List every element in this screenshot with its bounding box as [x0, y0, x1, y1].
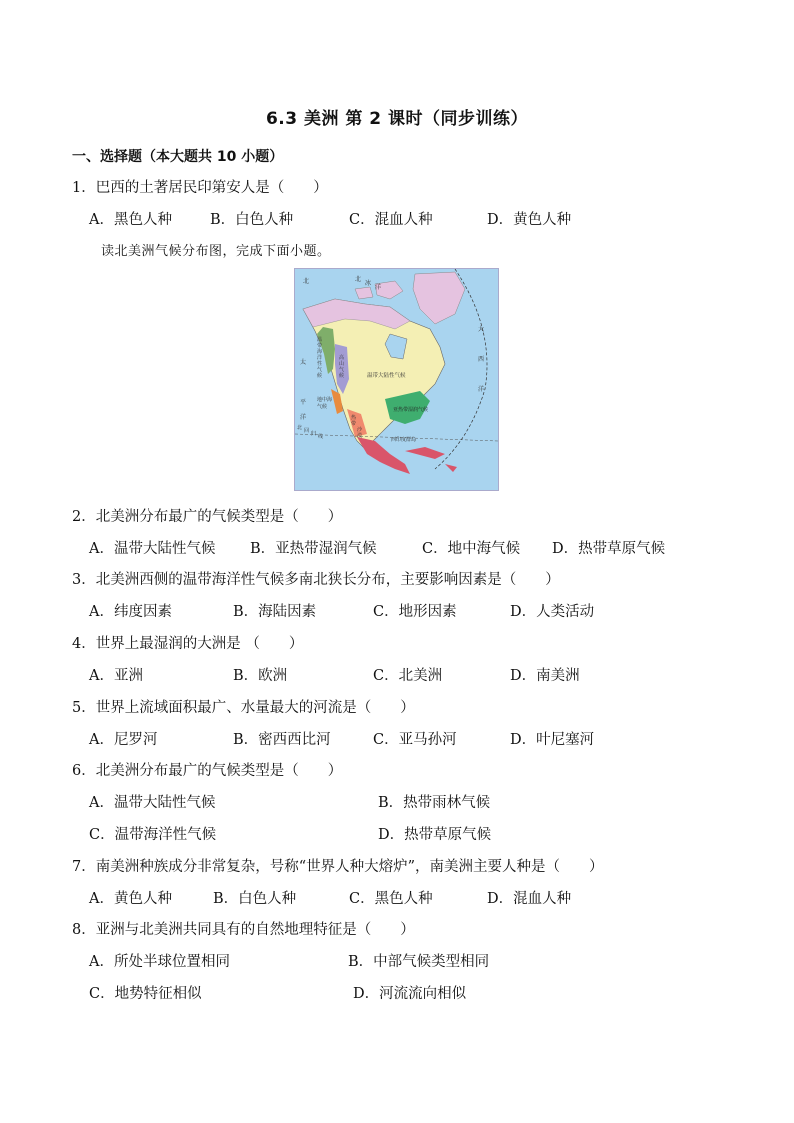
question-4-stem: 4．世界上最湿润的大洲是 （ ）	[72, 636, 304, 652]
map-label-tropic-1: 北	[297, 425, 303, 431]
map-label-tropic-3: 归	[311, 431, 317, 437]
map-label-arctic-3: 洋	[375, 284, 382, 291]
question-6-stem: 6．北美洲分布最广的气候类型是（ ）	[72, 763, 343, 779]
map-label-pacific-1: 太	[300, 359, 307, 366]
map-label-pacific-2: 平	[300, 399, 307, 406]
question-6-option-d[interactable]: D．热带草原气候	[378, 827, 492, 843]
question-5-option-b[interactable]: B．密西西比河	[233, 732, 331, 748]
map-label-mediterranean-2: 气候	[317, 404, 328, 410]
question-5-option-d[interactable]: D．叶尼塞河	[510, 732, 595, 748]
question-7-option-b[interactable]: B．白色人种	[213, 891, 297, 907]
question-2-option-d[interactable]: D．热带草原气候	[552, 541, 666, 557]
question-2-option-c[interactable]: C．地中海气候	[422, 541, 521, 557]
question-7-option-a[interactable]: A．黄色人种	[89, 891, 172, 907]
map-label-atlantic-3: 洋	[478, 386, 485, 393]
map-label-mediterranean-1: 地中海	[317, 397, 333, 403]
map-label-marine-7: 候	[317, 373, 323, 379]
question-4-option-d[interactable]: D．南美洲	[510, 668, 580, 684]
question-7-option-c[interactable]: C．黑色人种	[349, 891, 433, 907]
question-1-option-a[interactable]: A．黑色人种	[89, 212, 172, 228]
question-1-option-d[interactable]: D．黄色人种	[487, 212, 572, 228]
question-6-option-a[interactable]: A．温带大陆性气候	[89, 795, 216, 811]
map-label-desert-3: 沙	[357, 427, 363, 433]
map-label-marine-3: 海	[317, 349, 323, 355]
question-1-option-c[interactable]: C．混血人种	[349, 212, 433, 228]
question-3-option-b[interactable]: B．海陆因素	[233, 604, 317, 620]
map-label-temperate-continental: 温带大陆性气候	[367, 373, 406, 379]
question-8-stem: 8．亚洲与北美洲共同具有的自然地理特征是（ ）	[72, 922, 415, 938]
question-8-option-a[interactable]: A．所处半球位置相同	[89, 954, 230, 970]
map-label-tropic-4: 线	[318, 434, 324, 440]
question-6-option-c[interactable]: C．温带海洋性气候	[89, 827, 217, 843]
question-3-option-c[interactable]: C．地形因素	[373, 604, 457, 620]
question-7-stem: 7．南美洲种族成分非常复杂，号称“世界人种大熔炉”，南美洲主要人种是（ ）	[72, 859, 604, 875]
question-2-option-b[interactable]: B．亚热带湿润气候	[250, 541, 377, 557]
map-label-highland-4: 候	[339, 373, 345, 379]
map-instruction: 读北美洲气候分布图，完成下面小题。	[101, 244, 331, 259]
map-label-marine-4: 洋	[317, 355, 323, 361]
page-title: 6.3 美洲 第 2 课时（同步训练）	[265, 109, 529, 129]
map-label-subtropical-humid: 亚热带湿润气候	[393, 407, 429, 413]
map-label-highland-3: 气	[339, 367, 345, 373]
map-label-west-indies: 西印度群岛	[391, 437, 417, 443]
question-1-option-b[interactable]: B．白色人种	[210, 212, 294, 228]
map-label-desert-4: 漠	[357, 433, 363, 439]
question-3-stem: 3．北美洲西侧的温带海洋性气候多南北狭长分布，主要影响因素是（ ）	[72, 572, 560, 588]
question-7-option-d[interactable]: D．混血人种	[487, 891, 572, 907]
map-label-highland-2: 山	[339, 361, 345, 367]
map-label-atlantic-2: 西	[478, 356, 485, 363]
question-6-option-b[interactable]: B．热带雨林气候	[378, 795, 491, 811]
map-label-desert-1: 热	[351, 415, 357, 421]
map-label-arctic-2: 冰	[365, 280, 372, 287]
question-3-option-a[interactable]: A．纬度因素	[89, 604, 172, 620]
map-label-arctic-1: 北	[355, 276, 362, 283]
question-5-option-a[interactable]: A．尼罗河	[89, 732, 158, 748]
map-label-atlantic-1: 大	[478, 326, 485, 333]
map-label-desert-2: 带	[351, 421, 357, 427]
map-label-highland-1: 高	[339, 355, 345, 361]
question-8-option-b[interactable]: B．中部气候类型相同	[348, 954, 490, 970]
question-2-stem: 2．北美洲分布最广的气候类型是（ ）	[72, 509, 343, 525]
section-heading: 一、选择题（本大题共 10 小题）	[72, 149, 284, 165]
question-5-stem: 5．世界上流域面积最广、水量最大的河流是（ ）	[72, 700, 415, 716]
question-4-option-b[interactable]: B．欧洲	[233, 668, 288, 684]
question-2-option-a[interactable]: A．温带大陆性气候	[89, 541, 216, 557]
question-4-option-a[interactable]: A．亚洲	[89, 668, 143, 684]
question-8-option-c[interactable]: C．地势特征相似	[89, 986, 202, 1002]
north-america-climate-map	[294, 268, 499, 491]
map-label-pacific-3: 洋	[300, 414, 307, 421]
map-label-marine-2: 带	[317, 343, 323, 349]
question-5-option-c[interactable]: C．亚马孙河	[373, 732, 457, 748]
map-label-tropic-2: 回	[304, 428, 310, 434]
question-8-option-d[interactable]: D．河流流向相似	[353, 986, 467, 1002]
question-1-stem: 1．巴西的土著居民印第安人是（ ）	[72, 180, 328, 196]
map-label-marine-5: 性	[317, 361, 323, 367]
question-4-option-c[interactable]: C．北美洲	[373, 668, 443, 684]
map-label-marine-6: 气	[317, 367, 323, 373]
question-3-option-d[interactable]: D．人类活动	[510, 604, 595, 620]
map-label-marine-1: 温	[317, 337, 323, 343]
map-label-north: 北	[303, 278, 310, 285]
